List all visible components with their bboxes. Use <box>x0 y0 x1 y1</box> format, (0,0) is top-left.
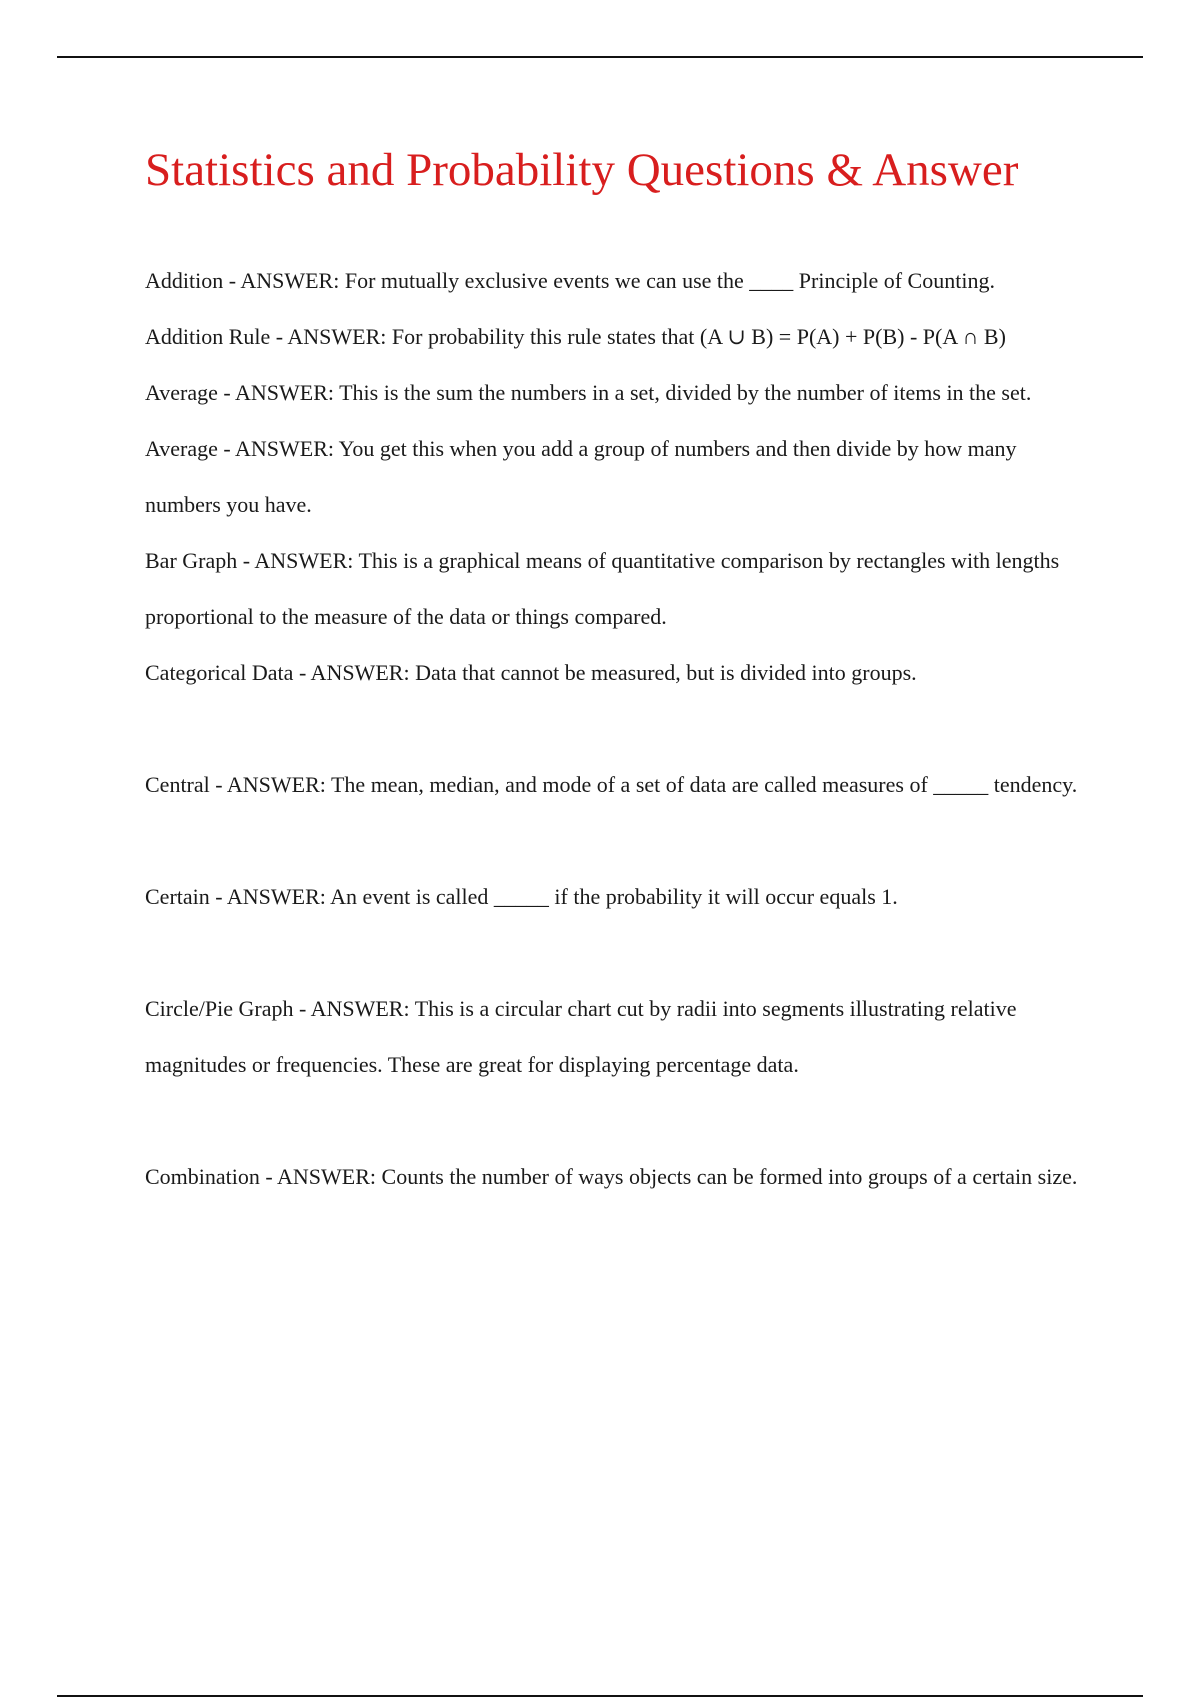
qa-item <box>145 757 1095 813</box>
qa-definition: This is the sum the numbers in a set, divided by the number of items in the set. <box>339 380 1032 405</box>
qa-definition: The mean, median, and mode of a set of data are called measures of _____ tendency. <box>330 772 1078 797</box>
qa-item <box>145 533 1095 645</box>
qa-definition: This is a circular chart cut by radii into segments illustrating relative magnitudes or frequencies. These are great for displaying percentage data. <box>145 996 1017 1077</box>
answer-separator: - ANSWER: <box>237 548 359 573</box>
answer-separator: - ANSWER: <box>217 380 340 405</box>
qa-item <box>145 1149 1095 1205</box>
qa-term: Combination <box>145 1164 260 1189</box>
answer-separator: - ANSWER: <box>223 268 345 293</box>
qa-item <box>145 309 1095 365</box>
qa-term: Average <box>145 380 218 405</box>
answer-separator: - ANSWER: <box>217 436 339 461</box>
qa-definition: For mutually exclusive events we can use the ____ Principle of Counting. <box>344 268 995 293</box>
qa-term: Circle/Pie Graph <box>145 996 294 1021</box>
qa-term: Certain <box>145 884 210 909</box>
qa-item <box>145 869 1095 925</box>
qa-term: Bar Graph <box>145 548 238 573</box>
qa-item <box>145 365 1095 421</box>
answer-separator: - ANSWER: <box>209 772 331 797</box>
top-divider <box>57 56 1143 58</box>
answer-separator: - ANSWER: <box>259 1164 382 1189</box>
qa-definition: An event is called _____ if the probability it will occur equals 1. <box>330 884 898 909</box>
answer-separator: - ANSWER: <box>293 996 415 1021</box>
qa-item <box>145 253 1095 309</box>
qa-definition: Data that cannot be measured, but is divided into groups. <box>415 660 917 685</box>
qa-term: Average <box>145 436 218 461</box>
answer-separator: - ANSWER: <box>270 324 392 349</box>
qa-item <box>145 981 1095 1093</box>
qa-definition: This is a graphical means of quantitative comparison by rectangles with lengths proportional to the measure of the data or things compared. <box>145 548 1060 629</box>
qa-term: Central <box>145 772 210 797</box>
qa-item <box>145 421 1095 533</box>
answer-separator: - ANSWER: <box>293 660 416 685</box>
qa-list <box>145 253 1095 1205</box>
answer-separator: - ANSWER: <box>209 884 331 909</box>
qa-definition: For probability this rule states that (A ∪ B) = P(A) + P(B) - P(A ∩ B) <box>391 324 1006 349</box>
qa-term: Addition <box>145 268 224 293</box>
qa-term: Addition Rule <box>145 324 271 349</box>
qa-term: Categorical Data <box>145 660 294 685</box>
qa-definition: Counts the number of ways objects can be formed into groups of a certain size. <box>381 1164 1078 1189</box>
qa-item <box>145 645 1095 701</box>
page-title: Statistics and Probability Questions & Answer <box>145 144 1019 196</box>
qa-definition: You get this when you add a group of numbers and then divide by how many numbers you have. <box>145 436 1017 517</box>
bottom-divider <box>57 1695 1143 1697</box>
